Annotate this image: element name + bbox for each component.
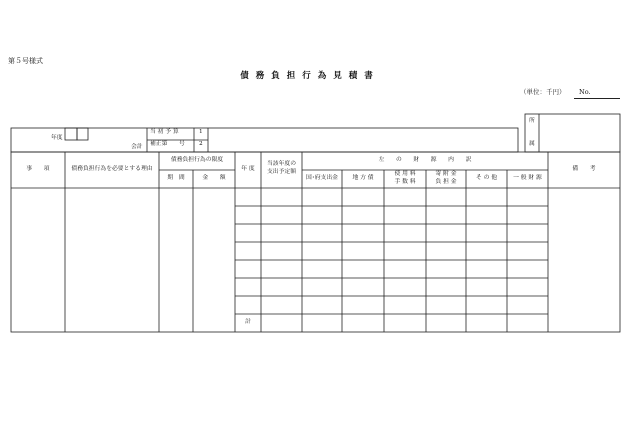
col-contrib-line1: 寄 附 金 bbox=[435, 171, 457, 177]
col-funding-group: 左 の 財 源 内 訳 bbox=[378, 157, 472, 163]
col-other: そ の 他 bbox=[475, 175, 498, 181]
col-period: 期 間 bbox=[167, 175, 185, 181]
col-reason: 債務負担行為を必要とする理由 bbox=[71, 166, 153, 172]
year-box-2[interactable] bbox=[77, 128, 88, 140]
account-label: 会計 bbox=[131, 144, 143, 150]
col-fiscal-year: 年 度 bbox=[241, 166, 255, 172]
total-label: 計 bbox=[245, 319, 251, 325]
col-fees-line1: 使 用 料 bbox=[394, 171, 416, 177]
supplementary-value: 2 bbox=[199, 141, 203, 147]
col-planned-exp-line2: 支出予定額 bbox=[267, 169, 296, 175]
form-number: 第５号様式 bbox=[8, 57, 43, 65]
col-limit-group: 債務負担行為の限度 bbox=[170, 157, 224, 163]
col-item: 事 項 bbox=[26, 166, 50, 172]
supplementary-label: 補正第 号 bbox=[150, 141, 185, 147]
initial-budget-label: 当 初 予 算 bbox=[150, 129, 179, 135]
col-fees-line2: 手 数 料 bbox=[394, 179, 416, 185]
col-national: 国･府支出金 bbox=[306, 175, 338, 181]
initial-budget-value: 1 bbox=[199, 129, 203, 135]
col-amount: 金 額 bbox=[202, 175, 226, 181]
year-label: 年度 bbox=[51, 135, 63, 141]
department-label-bottom: 属 bbox=[529, 141, 535, 147]
col-contrib-line2: 負 担 金 bbox=[435, 179, 457, 185]
col-general: 一 般 財 源 bbox=[513, 175, 542, 181]
number-label: No. bbox=[579, 88, 591, 96]
unit-label: （単位：千円） bbox=[520, 88, 566, 96]
year-box-1[interactable] bbox=[65, 128, 77, 140]
col-local-bond: 地 方 債 bbox=[352, 175, 374, 181]
col-remarks: 備 考 bbox=[572, 166, 596, 172]
col-planned-exp-line1: 当該年度の bbox=[267, 161, 296, 167]
department-label-top: 所 bbox=[529, 118, 535, 124]
document-title: 債務負担行為見積書 bbox=[240, 71, 380, 81]
